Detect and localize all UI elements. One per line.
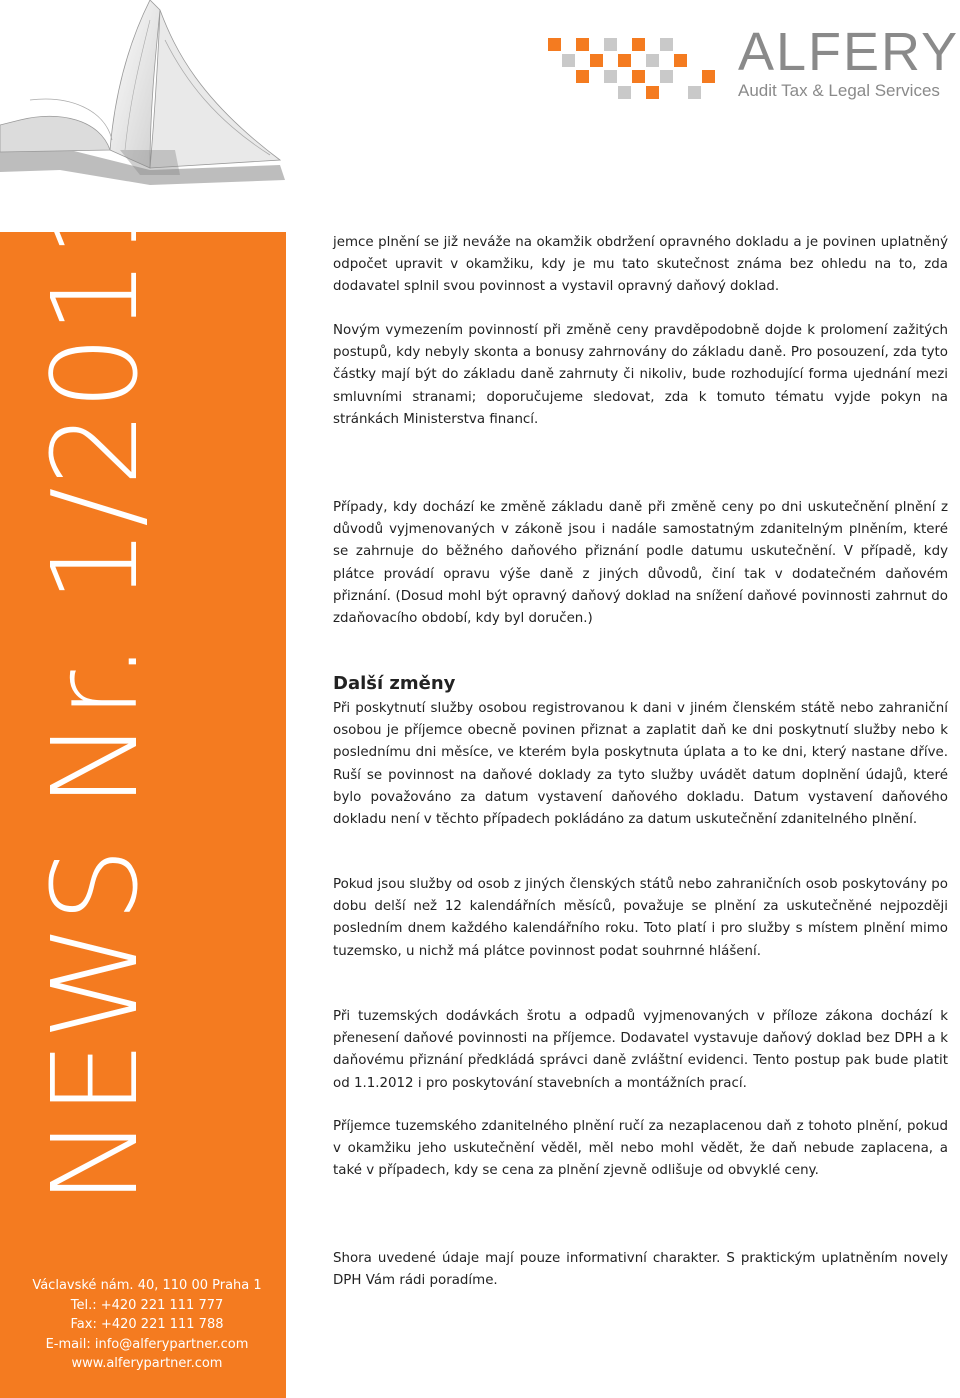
contact-block [22,1276,272,1374]
logo-dot-pattern [548,38,738,100]
article-paragraph: Při poskytnutí služby osobou registrovanou k dani v jiném členském státě nebo zahraniční osobou je příjemce obecně povinen přiznat a zaplatit daň ke dni poskytnutí služby nebo k poslednímu dni měsíce, ve kterém byla poskytnuta úplata a to ke dni, který nastane dříve. Ruší se povinnost na daňové doklady za tyto služby uvádět datum doplnění údajů, které bylo považováno za datum vystavení daňového dokladu. Datum vystavení daňového dokladu není v těchto případech pokládáno za datum uskutečnění zdanitelného plnění. [333,701,948,828]
article-paragraph: Pokud jsou služby od osob z jiných členských států nebo zahraničních osob poskytovány po dobu delší než 12 kalendářních měsíců, považuje se plnění za uskutečněné nejpozději posledním dnem každého kalendářního roku. Toto platí i pro služby s místem plnění mimo tuzemsko, u nichž má plátce povinnost podat souhrnné hlášení. [333,877,948,959]
article-paragraph: Při tuzemských dodávkách šrotu a odpadů vyjmenovaných v příloze zákona dochází k přenesení daňové povinnosti na příjemce. Dodavatel vystavuje daňový doklad bez DPH a k daňovému přiznání předkládá správci daně zvláštní evidenci. Tento postup pak bude platit od 1.1.2012 i pro poskytování stavebních a montážních prací. [333,1009,948,1091]
article-paragraph: Případy, kdy dochází ke změně základu daně při změně ceny po dni uskutečnění plnění z důvodů vyjmenovaných v zákoně jsou i nadále samostatným zdanitelným plněním, které se zahrnuje do běžného daňového přiznání podle datumu uskutečnění. V případě, kdy plátce provádí opravu výše daně z jiných důvodů, činí tak v dodatečném daňovém přiznání. (Dosud mohl být opravný daňový doklad na snížení daňové povinnosti zahrnut do zdaňovacího období, kdy byl doručen.) [333,500,948,627]
article-paragraph: Novým vymezením povinností při změně ceny pravděpodobně dojde k prolomení zažitých postupů, kdy nebyly skonta a bonusy zahrnovány do základu daně. Pro posouzení, zda tyto částky mají být do základu daně zahrnuty či nikoliv, bude rozhodující forma ujednání mezi smluvními stranami; doporučujeme sledovat, zda k tomuto tématu vyjde pokyn na stránkách Ministerstva financí. [333,323,948,427]
issue-title: NEWS Nr. 1/2011 [26,181,164,1205]
contact-address: Václavské nám. 40, 110 00 Praha 1 [32,1278,262,1293]
contact-web[interactable]: www.alferypartner.com [71,1356,223,1371]
contact-fax: Fax: +420 221 111 788 [70,1317,224,1332]
article-paragraph: Shora uvedené údaje mají pouze informativní charakter. S praktickým uplatněním novely DPH Vám rádi poradíme. [333,1251,948,1289]
article-paragraph: jemce plnění se již neváže na okamžik obdržení opravného dokladu a je povinen uplatněný odpočet upravit v okamžiku, kdy je mu tato skutečnost známa bez ohledu na to, zda dodavatel splnil svou povinnost a vystavil opravný daňový doklad. [333,235,948,295]
article-paragraph: Příjemce tuzemského zdanitelného plnění ručí za nezaplacenou daň z tohoto plnění, pokud v okamžiku jeho uskutečnění věděl, měl nebo mohl vědět, že daň nebude zaplacena, a také v případech, kdy se cena za plnění zjevně odlišuje od obvyklé ceny. [333,1119,948,1179]
logo-subtitle: Audit Tax & Legal Services [738,81,940,100]
alfery-logo [548,22,960,110]
contact-email[interactable]: E-mail: info@alferypartner.com [45,1336,249,1352]
book-illustration [0,0,290,190]
contact-tel: Tel.: +420 221 111 777 [70,1297,224,1313]
section-heading: Další změny [333,673,456,694]
logo-name: ALFERY [738,22,960,82]
